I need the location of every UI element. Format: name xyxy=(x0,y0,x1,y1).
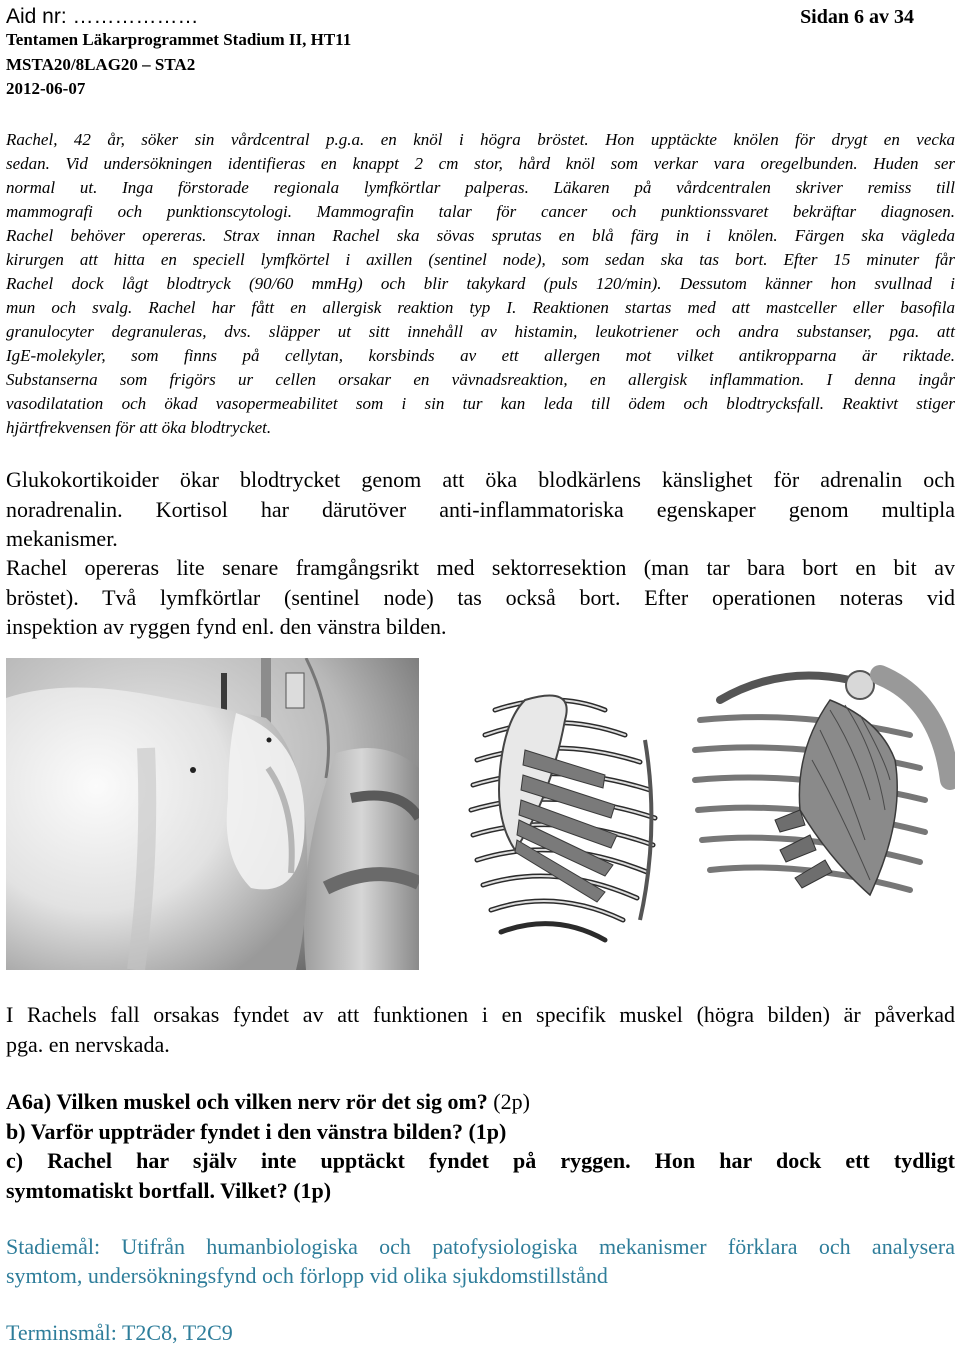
body-line: Glukokortikoider ökar blodtrycket genom att öka blodkärlens känslighet för adrenalin och xyxy=(6,467,955,492)
case-line: Substanserna som frigörs ur cellen orsakar en vävnadsreaktion, en allergisk inflammation. I denna ingår xyxy=(6,370,955,389)
serratus-anterior-illustration xyxy=(680,660,955,920)
case-line: sedan. Vid undersökningen identifieras en knappt 2 cm stor, hård knöl som verkar vara oregelbunden. Huden ser xyxy=(6,154,955,173)
case-line: kirurgen att hitta en speciell lymfkörtel i axillen (sentinel node), som sedan ska tas bort. Efter 15 minuter får xyxy=(6,250,955,269)
finding-line: pga. en nervskada. xyxy=(6,1032,170,1057)
body-line: bröstet). Två lymfkörtlar (sentinel node) tas också bort. Efter operationen noteras vid xyxy=(6,585,955,610)
course-code: MSTA20/8LAG20 – STA2 xyxy=(6,55,196,74)
exam-date: 2012-06-07 xyxy=(6,79,86,98)
case-line: Rachel dock lågt blodtryck (90/60 mmHg) och blir takykard (puls 120/min). Dessutom känner hon svullnad i xyxy=(6,274,955,293)
case-line: Rachel behöver opereras. Strax innan Rachel ska sövas sprutas en blå färg in i knölen. Färgen ska vägleda xyxy=(6,226,955,245)
stage-goal-continued: symtom, undersökningsfynd och förlopp vid olika sjukdomstillstånd xyxy=(6,1263,608,1288)
question-a-points: (2p) xyxy=(487,1089,530,1114)
exam-title: Tentamen Läkarprogrammet Stadium II, HT11 xyxy=(6,30,352,49)
finding-line: I Rachels fall orsakas fyndet av att funktionen i en specifik muskel (högra bilden) är påverkad xyxy=(6,1002,955,1027)
patient-back-photo xyxy=(6,658,419,970)
page-number: Sidan 6 av 34 xyxy=(800,6,914,28)
case-line: mun och svalg. Rachel har fått en allergisk reaktion typ I. Reaktionen startas med att mastceller eller basofila xyxy=(6,298,955,317)
ribcage-lateral-illustration xyxy=(455,680,675,970)
case-line: hjärtfrekvensen för att öka blodtrycket. xyxy=(6,418,272,437)
question-c: c) Rachel har själv inte upptäckt fyndet på ryggen. Hon har dock ett tydligt xyxy=(6,1148,955,1173)
case-line: Rachel, 42 år, söker sin vårdcentral p.g.a. en knöl i högra bröstet. Hon upptäckte knölen för drygt en vecka xyxy=(6,130,955,149)
case-line: granulocyter degranuleras, dvs. släpper ut sitt innehåll av histamin, leukotriener och andra substanser, pga. att xyxy=(6,322,955,341)
question-b: b) Varför uppträder fyndet i den vänstra bilden? (1p) xyxy=(6,1119,507,1144)
case-line: mammografi och punktionscytologi. Mammografin talar för cancer och punktionssvaret bekräftar diagnosen. xyxy=(6,202,955,221)
term-goal: Terminsmål: T2C8, T2C9 xyxy=(6,1320,233,1345)
body-line: mekanismer. xyxy=(6,526,118,551)
question-c-continued: symtomatiskt bortfall. Vilket? (1p) xyxy=(6,1178,332,1203)
body-line: noradrenalin. Kortisol har därutöver anti-inflammatoriska egenskaper genom multipla xyxy=(6,497,955,522)
aid-number-label: Aid nr: ……………… xyxy=(6,5,199,28)
question-a xyxy=(6,1088,955,1116)
case-line: vasodilatation och ökad vasopermeabilitet som i sin tur kan leda till ödem och blodtrycksfall. Reaktivt stiger xyxy=(6,394,955,413)
case-line: normal ut. Inga förstorade regionala lymfkörtlar palperas. Läkaren på vårdcentralen skriver remiss till xyxy=(6,178,955,197)
body-line: Rachel opereras lite senare framgångsrikt med sektorresektion (man tar bara bort en bit av xyxy=(6,555,955,580)
stage-goal: Stadiemål: Utifrån humanbiologiska och patofysiologiska mekanismer förklara och analysera xyxy=(6,1234,955,1259)
case-line: IgE-molekyler, som finns på cellytan, korsbinds av ett allergen mot vilket antikropparna är riktade. xyxy=(6,346,955,365)
question-a-text: A6a) Vilken muskel och vilken nerv rör det sig om? xyxy=(6,1089,488,1114)
body-line: inspektion av ryggen fynd enl. den vänstra bilden. xyxy=(6,614,447,639)
